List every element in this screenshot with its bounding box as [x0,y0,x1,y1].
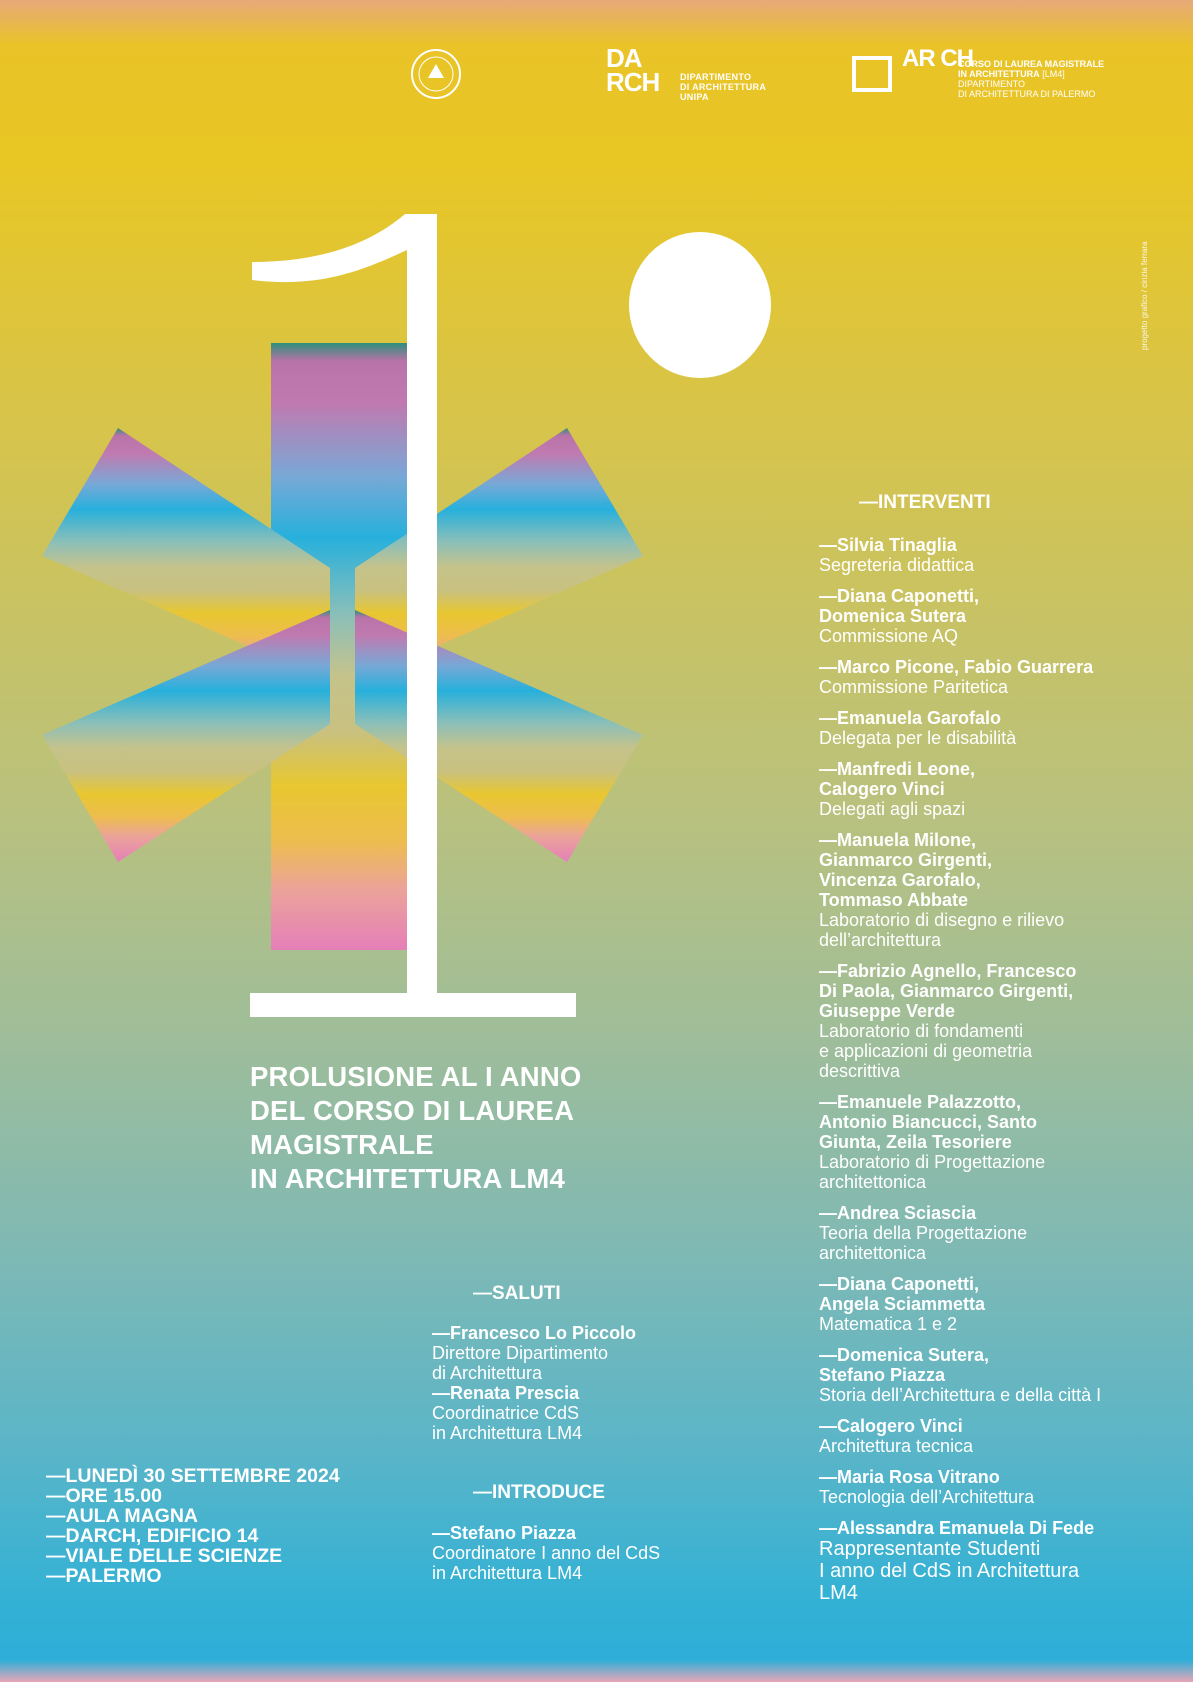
speaker-name: —Domenica Sutera, [819,1345,990,1365]
introduce-heading: —INTRODUCE [473,1482,605,1503]
arch-logo-text: CORSO DI LAUREA MAGISTRALE IN ARCHITETTURA [LM4] DIPARTIMENTO DI ARCHITETTURA DI PALERMO [958,59,1105,99]
introduce-list [432,1523,660,1583]
event-details [46,1466,340,1586]
speaker-role: Commissione AQ [819,626,959,646]
event-room: —AULA MAGNA [46,1505,199,1527]
speaker-name: —Silvia Tinaglia [819,535,957,555]
first-year-graphic [0,200,800,1040]
speaker-name: Domenica Sutera [819,606,967,626]
speaker-name: Stefano Piazza [819,1365,946,1385]
design-credit: progetto grafico / cinzia ferrara [1140,241,1149,350]
university-seal-icon [410,48,462,100]
event-building: —DARCH, EDIFICIO 14 [46,1525,259,1547]
speaker-name: Angela Sciammetta [819,1294,986,1314]
speaker-role: dell’architettura [819,930,942,950]
list-item [819,1203,1191,1263]
list-item [819,657,1191,697]
speaker-name: Gianmarco Girgenti, [819,850,993,870]
speaker-name: —Alessandra Emanuela Di Fede [819,1518,1095,1538]
speaker-name: —Emanuela Garofalo [819,708,1002,728]
speaker-name: —Marco Picone, Fabio Guarrera [819,657,1094,677]
speaker-role: Laboratorio di Progettazione [819,1152,1046,1172]
speaker-name: —Emanuele Palazzotto, [819,1092,1022,1112]
list-item [819,1518,1191,1604]
speaker-role: Laboratorio di fondamenti [819,1021,1024,1041]
list-item [819,1416,1191,1456]
speaker-name: Giuseppe Verde [819,1001,956,1021]
speaker-name: —Andrea Sciascia [819,1203,977,1223]
speaker-role: e applicazioni di geometria [819,1041,1033,1061]
speaker-name: —Manuela Milone, [819,830,977,850]
speaker-name: —Diana Caponetti, [819,1274,980,1294]
square-icon [852,52,892,92]
list-item: —Stefano Piazza Coordinatore I anno del CdS in Architettura LM4 [432,1523,661,1583]
interventi-heading: —INTERVENTI [859,492,991,513]
list-item [819,535,1191,575]
degree-symbol-shape [629,232,771,378]
speaker-name: —Calogero Vinci [819,1416,963,1436]
speaker-name: Vincenza Garofalo, [819,870,981,890]
speaker-name: —Manfredi Leone, [819,759,976,779]
speaker-role: I anno del CdS in Architettura [819,1560,1080,1582]
speaker-role: architettonica [819,1172,927,1192]
arch-logo: AR CH [902,45,973,72]
speaker-role: descrittiva [819,1061,901,1081]
event-time: —ORE 15.00 [46,1485,162,1507]
list-item [819,1274,1191,1334]
speaker-role: Delegata per le disabilità [819,728,1017,748]
speaker-role: Tecnologia dell’Architettura [819,1487,1035,1507]
saluti-list [432,1323,636,1443]
speaker-name: —Maria Rosa Vitrano [819,1467,1000,1487]
list-item [819,708,1191,748]
list-item [819,830,1191,950]
speaker-role: Segreteria didattica [819,555,975,575]
speaker-role: Matematica 1 e 2 [819,1314,958,1334]
speaker-role: LM4 [819,1582,858,1604]
list-item: —Francesco Lo Piccolo Direttore Dipartimento di Architettura [432,1323,637,1383]
event-city: —PALERMO [46,1565,162,1587]
speaker-role: Delegati agli spazi [819,799,966,819]
list-item [819,1092,1191,1192]
speaker-role: Architettura tecnica [819,1436,974,1456]
darch-logo: DA RCH [606,43,660,97]
list-item [819,961,1191,1081]
list-item [819,1345,1191,1405]
speaker-name: —Diana Caponetti, [819,586,980,606]
speaker-name: Tommaso Abbate [819,890,969,910]
speaker-name: Di Paola, Gianmarco Girgenti, [819,981,1074,1001]
speaker-role: Rappresentante Studenti [819,1538,1041,1560]
speaker-name: Calogero Vinci [819,779,945,799]
speaker-role: architettonica [819,1243,927,1263]
speaker-role: Laboratorio di disegno e rilievo [819,910,1065,930]
saluti-heading: —SALUTI [473,1283,561,1304]
speaker-role: Teoria della Progettazione [819,1223,1028,1243]
event-title: PROLUSIONE AL I ANNO DEL CORSO DI LAUREA MAGISTRALE IN ARCHITETTURA LM4 [250,1061,582,1194]
event-street: —VIALE DELLE SCIENZE [46,1545,283,1567]
speaker-name: Antonio Biancucci, Santo [819,1112,1038,1132]
speaker-role: Storia dell’Architettura e della città I [819,1385,1102,1405]
list-item [819,759,1191,819]
list-item: —Renata Prescia Coordinatrice CdS in Architettura LM4 [432,1383,583,1443]
list-item [819,586,1191,646]
list-item [819,1467,1191,1507]
speaker-name: Giunta, Zeila Tesoriere [819,1132,1012,1152]
darch-logo-text: DIPARTIMENTO DI ARCHITETTURA UNIPA [680,72,767,102]
event-date: —LUNEDÌ 30 SETTEMBRE 2024 [46,1465,340,1487]
speaker-role: Commissione Paritetica [819,677,1009,697]
asterisk-shape [42,343,643,950]
speaker-name: —Fabrizio Agnello, Francesco [819,961,1077,981]
interventi-list [819,535,1191,1615]
